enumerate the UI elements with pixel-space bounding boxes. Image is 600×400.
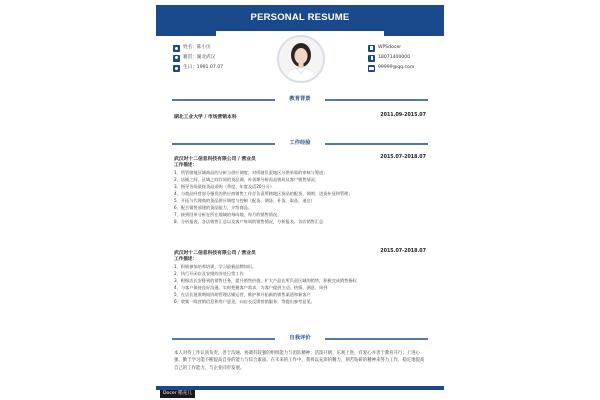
list-item: 2、执行开闭店及安排的各处日常工作 [174, 271, 244, 276]
profile-website-row [368, 43, 414, 53]
list-item: 3、根据店长安排到的销售任务，提升销售价值，扩大产品在所负责区域的销售，积极完成销售指标 [174, 278, 357, 283]
profile-info-right [368, 43, 414, 73]
profile-birthday-row [173, 63, 223, 73]
profile-phone: 18071400000 [378, 55, 411, 60]
portrait-icon [279, 37, 323, 81]
evaluation-text: 本人对待工作认真负责，善于沟通、协调有较强的组织能力与团队精神；活泼开朗、乐观上进、有爱心并善于教育开行；上进心强、勤于学习能不断提高自身的能力与综合素质。在未来的工作中，我将以充沛的精力，刻苦钻研的精神来努力工作，稳定地提高自己的工作能力，与企业同步发展。 [174, 351, 425, 371]
profile-photo [277, 35, 325, 83]
education-row [174, 113, 426, 120]
list-item: 6、收集一线营销信息和用户意见，向店长反馈营销服务、等提出参考意见。 [174, 299, 315, 304]
header-banner [156, 5, 444, 31]
education-school: 湖北工业大学 / 市场营销本科 [174, 115, 237, 120]
section-education-title: 教育背景 [275, 94, 325, 104]
list-item: 6、配合销售部建的货品能力，介绍商品。 [174, 205, 253, 210]
list-item: 5、在店长批准期间协助管理店铺运营，维护和开拓新的销售渠道和新客户 [174, 292, 311, 297]
job-2-row [174, 249, 426, 256]
resume-page [156, 0, 444, 400]
footer-bar [156, 386, 444, 390]
job-1-desc-label: 工作描述： [174, 163, 197, 168]
profile-info-left [173, 43, 223, 73]
list-item: 1、所管辖地区域商品的分析与供应调度；对所辖负责地区分供单需的审核与筹进； [174, 170, 328, 175]
list-item: 3、指导各场最终货品采购（季度、年度及适20分分） [174, 184, 275, 189]
list-item: 2、店铺之间、区域之间存间的货品调、补货期分析再品销局及客户销售情况； [174, 177, 320, 182]
profile-phone-row [368, 53, 414, 63]
profile-origin: 籍贯：湖北武汉 [183, 55, 216, 60]
list-item: 8、分析报表，各店销售汇总以及客户每周的销售情况，分析报表，各店销售汇总 [174, 219, 324, 224]
banner-tab-right [384, 31, 444, 36]
list-item: 5、开拓与代理商的货品供应调度与控制（配货、调货、补货、取品、退仓） [174, 198, 315, 203]
section-experience-header [172, 138, 428, 148]
job-2-duties [174, 263, 426, 305]
section-evaluation-header [172, 333, 428, 343]
profile-email: 99999@qq.com [378, 65, 415, 70]
profile-name: 姓名：陈小历 [183, 45, 211, 50]
section-evaluation-title: 自我评价 [275, 333, 325, 343]
list-item: 7、接到回单分析在所在地域的每向地、每月的销售情况。 [174, 212, 282, 217]
docer-watermark: Docer 稻壳儿 [160, 390, 195, 398]
job-2-desc-label: 工作描述： [174, 257, 197, 262]
list-item: 4、与商品经营部分指发的供应商销售工作存负责所辖地区货品的配货、调剂、进货补货和管理； [174, 191, 353, 196]
resume-title: PERSONAL RESUME [250, 12, 350, 23]
job-2-company: 武汉时十二信息科技有限公司 / 营业员 [174, 251, 256, 256]
job-2-period: 2015.07-2018.07 [380, 249, 426, 254]
job-1-duties [174, 169, 426, 225]
job-1-row [174, 155, 426, 162]
profile-origin-row [173, 53, 223, 63]
birthday-icon [173, 65, 180, 72]
email-icon [368, 65, 375, 72]
education-period: 2011.09-2015.07 [380, 113, 426, 118]
person-icon [173, 45, 180, 52]
profile-birthday: 生日：1991.07.07 [183, 65, 224, 70]
list-item: 4、与客户保持良好沟通，实时把握客户需求，为客户提供主动、热情、满意、周到 [174, 285, 328, 290]
profile-email-row [368, 63, 414, 73]
job-1-period: 2015.07-2018.07 [380, 155, 426, 160]
document-icon [368, 45, 375, 52]
banner-tab-left [156, 31, 216, 36]
job-1-company: 武汉时十二信息科技有限公司 / 营业员 [174, 157, 256, 162]
phone-icon [368, 55, 375, 62]
location-icon [173, 55, 180, 62]
section-experience-title: 工作经验 [275, 138, 325, 148]
list-item: 1、积极参加培养培训，学习最新品牌知识。 [174, 264, 257, 269]
profile-name-row [173, 43, 223, 53]
section-education-header [172, 94, 428, 104]
profile-website: WPSdocer [378, 45, 402, 50]
